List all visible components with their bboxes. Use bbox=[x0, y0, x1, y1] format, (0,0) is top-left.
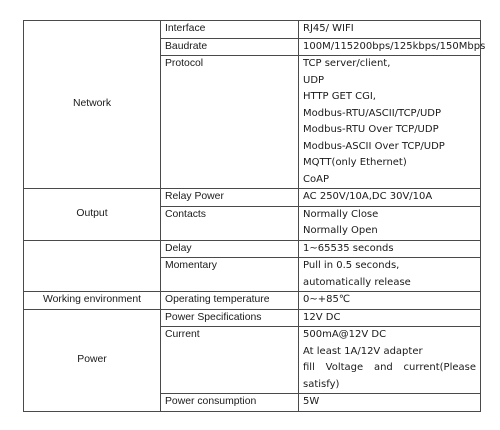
table-row bbox=[24, 292, 481, 310]
table-row bbox=[24, 189, 481, 207]
param-value: RJ45/ WIFI bbox=[299, 21, 481, 39]
param-value: Normally Close Normally Open bbox=[299, 206, 481, 240]
param-value: 1~65535 seconds bbox=[299, 240, 481, 258]
param-value: Pull in 0.5 seconds, automatically release bbox=[299, 258, 481, 292]
category-working-environment: Working environment bbox=[24, 292, 161, 310]
param-name: Contacts bbox=[161, 206, 299, 240]
table-row bbox=[24, 240, 481, 258]
category-empty bbox=[24, 240, 161, 292]
param-name: Power Specifications bbox=[161, 309, 299, 327]
category-network: Network bbox=[24, 21, 161, 189]
table-row bbox=[24, 21, 481, 39]
table-row bbox=[24, 309, 481, 327]
param-name: Delay bbox=[161, 240, 299, 258]
param-name: Power consumption bbox=[161, 394, 299, 412]
category-output: Output bbox=[24, 189, 161, 241]
param-value: 0~+85℃ bbox=[299, 292, 481, 310]
param-name: Baudrate bbox=[161, 38, 299, 56]
param-name: Interface bbox=[161, 21, 299, 39]
spec-table bbox=[23, 20, 486, 412]
param-value: 12V DC bbox=[299, 309, 481, 327]
category-power: Power bbox=[24, 309, 161, 411]
param-name: Current bbox=[161, 327, 299, 394]
param-name: Operating temperature bbox=[161, 292, 299, 310]
param-value: 500mA@12V DC At least 1A/12V adapter fill Voltage and current(Please satisfy) bbox=[299, 327, 481, 394]
param-name: Momentary bbox=[161, 258, 299, 292]
param-name: Protocol bbox=[161, 56, 299, 189]
param-name: Relay Power bbox=[161, 189, 299, 207]
param-value: AC 250V/10A,DC 30V/10A bbox=[299, 189, 481, 207]
param-value: 100M/115200bps/125kbps/150Mbps bbox=[299, 38, 481, 56]
param-value: TCP server/client, UDP HTTP GET CGI, Modbus-RTU/ASCII/TCP/UDP Modbus-RTU Over TCP/UDP Modbus-ASCII Over TCP/UDP MQTT(only Ethernet) CoAP bbox=[299, 56, 481, 189]
param-value: 5W bbox=[299, 394, 481, 412]
